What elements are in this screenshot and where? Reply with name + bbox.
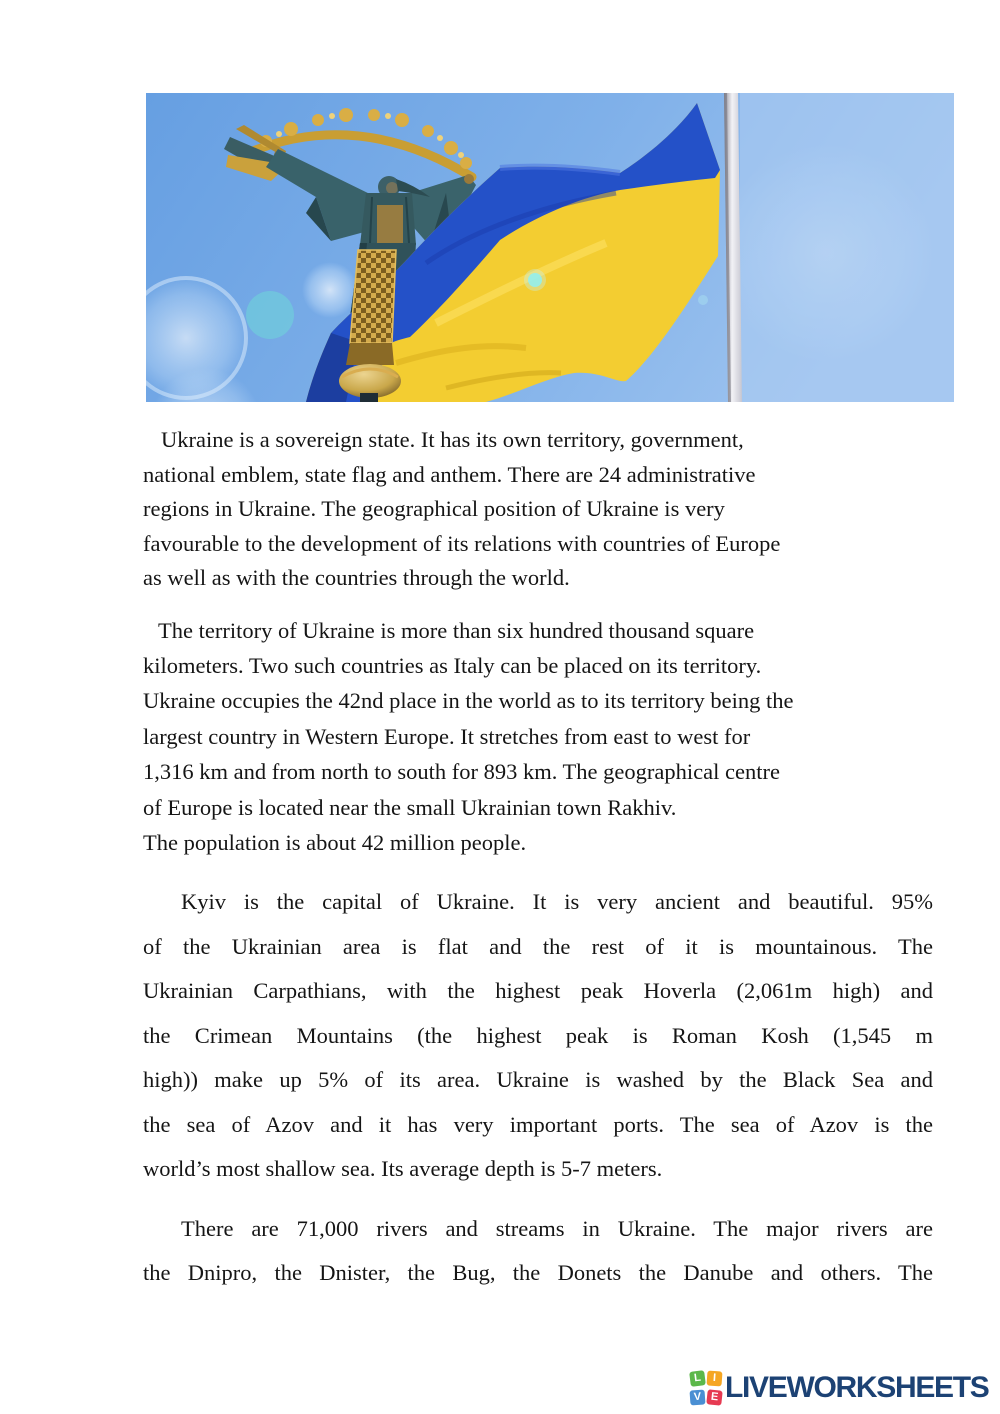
text-line: high)) make up 5% of its area. Ukraine is washed by the Black Sea and xyxy=(143,1067,933,1093)
paragraph-kyiv-capital xyxy=(143,880,933,1192)
text-line: kilometers. Two such countries as Italy can be placed on its territory. xyxy=(143,652,762,678)
text-line: of the Ukrainian area is flat and the rest of it is mountainous. The xyxy=(143,933,933,959)
paragraph-territory xyxy=(143,613,933,861)
text-line: Ukrainian Carpathians, with the highest peak Hoverla (2,061m high) and xyxy=(143,978,933,1004)
paragraph-rivers xyxy=(143,1207,933,1296)
photo-illustration xyxy=(146,93,954,402)
text-line: world’s most shallow sea. Its average depth is 5-7 meters. xyxy=(143,1156,663,1182)
text-line: The population is about 42 million people. xyxy=(143,829,527,855)
text-line: There are 71,000 rivers and streams in Ukraine. The major rivers are xyxy=(181,1215,933,1241)
text-line: favourable to the development of its relations with countries of Europe xyxy=(143,530,781,556)
text-line: Ukraine occupies the 42nd place in the world as to its territory being the xyxy=(143,688,794,714)
text-line: the Crimean Mountains (the highest peak is Roman Kosh (1,545 m xyxy=(143,1022,933,1048)
text-line: the Dnipro, the Dnister, the Bug, the Donets the Danube and others. The xyxy=(143,1260,933,1286)
text-line: regions in Ukraine. The geographical position of Ukraine is very xyxy=(143,496,725,521)
paragraph-sovereign-state xyxy=(143,423,933,596)
text-line: Ukraine is a sovereign state. It has its own territory, government, xyxy=(161,427,744,452)
text-line: as well as with the countries through the world. xyxy=(143,565,570,590)
text-line: 1,316 km and from north to south for 893 km. The geographical centre xyxy=(143,759,780,785)
text-line: the sea of Azov and it has very important ports. The sea of Azov is the xyxy=(143,1111,933,1137)
text-line: Kyiv is the capital of Ukraine. It is very ancient and beautiful. 95% xyxy=(181,889,933,915)
text-line: of Europe is located near the small Ukrainian town Rakhiv. xyxy=(143,794,677,820)
text-line: largest country in Western Europe. It stretches from east to west for xyxy=(143,723,751,749)
logo-tile: E xyxy=(706,1389,722,1405)
logo-tile: V xyxy=(689,1389,705,1405)
article-text xyxy=(143,423,933,1296)
liveworksheets-logo-icon xyxy=(690,1371,722,1407)
logo-tile: L xyxy=(689,1370,706,1387)
liveworksheets-logo xyxy=(690,1368,989,1407)
logo-tile: I xyxy=(706,1370,722,1386)
text-line: The territory of Ukraine is more than six hundred thousand square xyxy=(158,617,755,643)
text-line: national emblem, state flag and anthem. There are 24 administrative xyxy=(143,461,756,487)
header-photo xyxy=(146,93,954,402)
liveworksheets-wordmark: LIVEWORKSHEETS xyxy=(725,1371,989,1404)
